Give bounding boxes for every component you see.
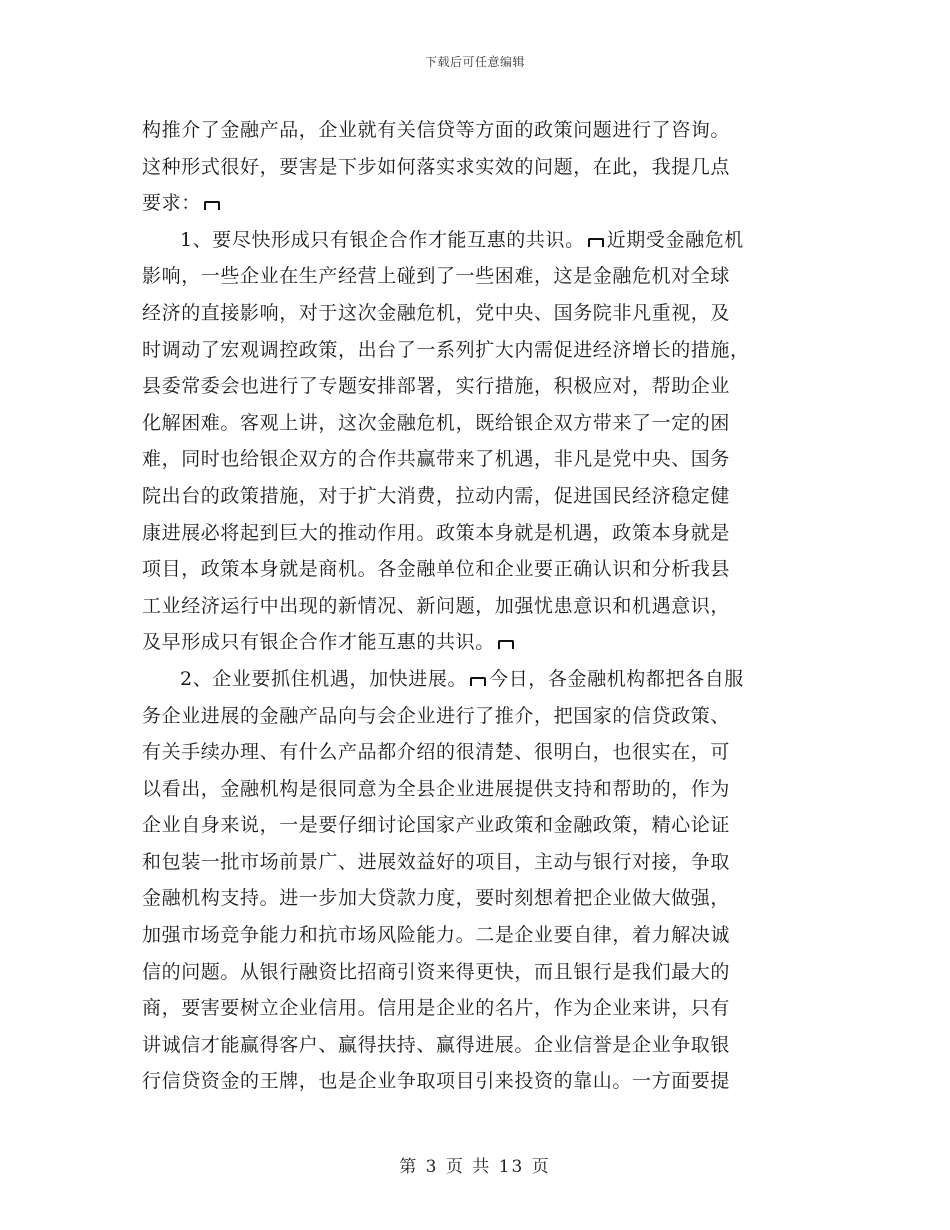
text-line: 企业自身来说，一是要仔细讨论国家产业政策和金融政策，精心论证 [142, 814, 731, 837]
text-line: 讲诚信才能赢得客户、赢得扶持、赢得进展。企业信誉是企业争取银 [142, 1033, 731, 1056]
paragraph-mark-icon [469, 674, 487, 686]
paragraph-mark-icon [587, 235, 605, 247]
text-line: 时调动了宏观调控政策，出台了一系列扩大内需促进经济增长的措施， [142, 338, 750, 361]
text-line: 和包装一批市场前景广、进展效益好的项目，主动与银行对接，争取 [142, 850, 731, 873]
text-line: 影响，一些企业在生产经营上碰到了一些困难，这是金融危机对全球 [142, 265, 731, 288]
document-body [142, 112, 810, 1100]
text-line: 康进展必将起到巨大的推动作用。政策本身就是机遇，政策本身就是 [142, 521, 731, 544]
page-number: 第 3 页 共 13 页 [399, 1157, 551, 1177]
paragraph-heading-line: 1、要尽快形成只有银企合作才能互惠的共识。 近期受金融危机 [180, 228, 744, 251]
paragraph-mark-icon [497, 637, 515, 649]
text-line: 要求： [142, 185, 810, 222]
text-line: 以看出，金融机构是很同意为全县企业进展提供支持和帮助的，作为 [142, 777, 731, 800]
text-line: 县委常委会也进行了专题安排部署，实行措施，积极应对，帮助企业 [142, 375, 731, 398]
text-line: 信的问题。从银行融资比招商引资来得更快，而且银行是我们最大的 [142, 960, 731, 983]
text-line: 这种形式很好，要害是下步如何落实求实效的问题，在此，我提几点 [142, 155, 731, 178]
text-line: 加强市场竞争能力和抗市场风险能力。二是企业要自律，着力解决诚 [142, 924, 731, 947]
text-line: 构推介了金融产品，企业就有关信贷等方面的政策问题进行了咨询。 [142, 119, 731, 141]
text-line: 工业经济运行中出现的新情况、新问题，加强忧患意识和机遇意识， [142, 594, 731, 617]
text-line: 院出台的政策措施，对于扩大消费，拉动内需，促进国民经济稳定健 [142, 484, 731, 507]
text-line: 及早形成只有银企合作才能互惠的共识。 [142, 624, 810, 661]
text-line: 化解困难。客观上讲，这次金融危机，既给银企双方带来了一定的困 [142, 411, 731, 434]
text-line: 行信贷资金的王牌，也是企业争取项目引来投资的靠山。一方面要提 [142, 1070, 731, 1093]
text-line: 项目，政策本身就是商机。各金融单位和企业要正确认识和分析我县 [142, 558, 731, 581]
text-line: 务企业进展的金融产品向与会企业进行了推介，把国家的信贷政策、 [142, 704, 731, 727]
text-line: 难，同时也给银企双方的合作共赢带来了机遇，非凡是党中央、国务 [142, 448, 731, 471]
page-header: 下载后可任意编辑 [424, 55, 525, 69]
text-line: 经济的直接影响，对于这次金融危机，党中央、国务院非凡重视，及 [142, 301, 731, 324]
text-line: 商，要害要树立企业信用。信用是企业的名片，作为企业来讲，只有 [142, 997, 731, 1020]
paragraph-heading-line: 2、企业要抓住机遇，加快进展。 今日，各金融机构都把各自服 [180, 667, 744, 690]
text-line: 有关手续办理、有什么产品都介绍的很清楚、很明白，也很实在，可 [142, 741, 731, 764]
text-line: 金融机构支持。进一步加大贷款力度，要时刻想着把企业做大做强， [142, 887, 731, 910]
paragraph-mark-icon [203, 198, 221, 210]
